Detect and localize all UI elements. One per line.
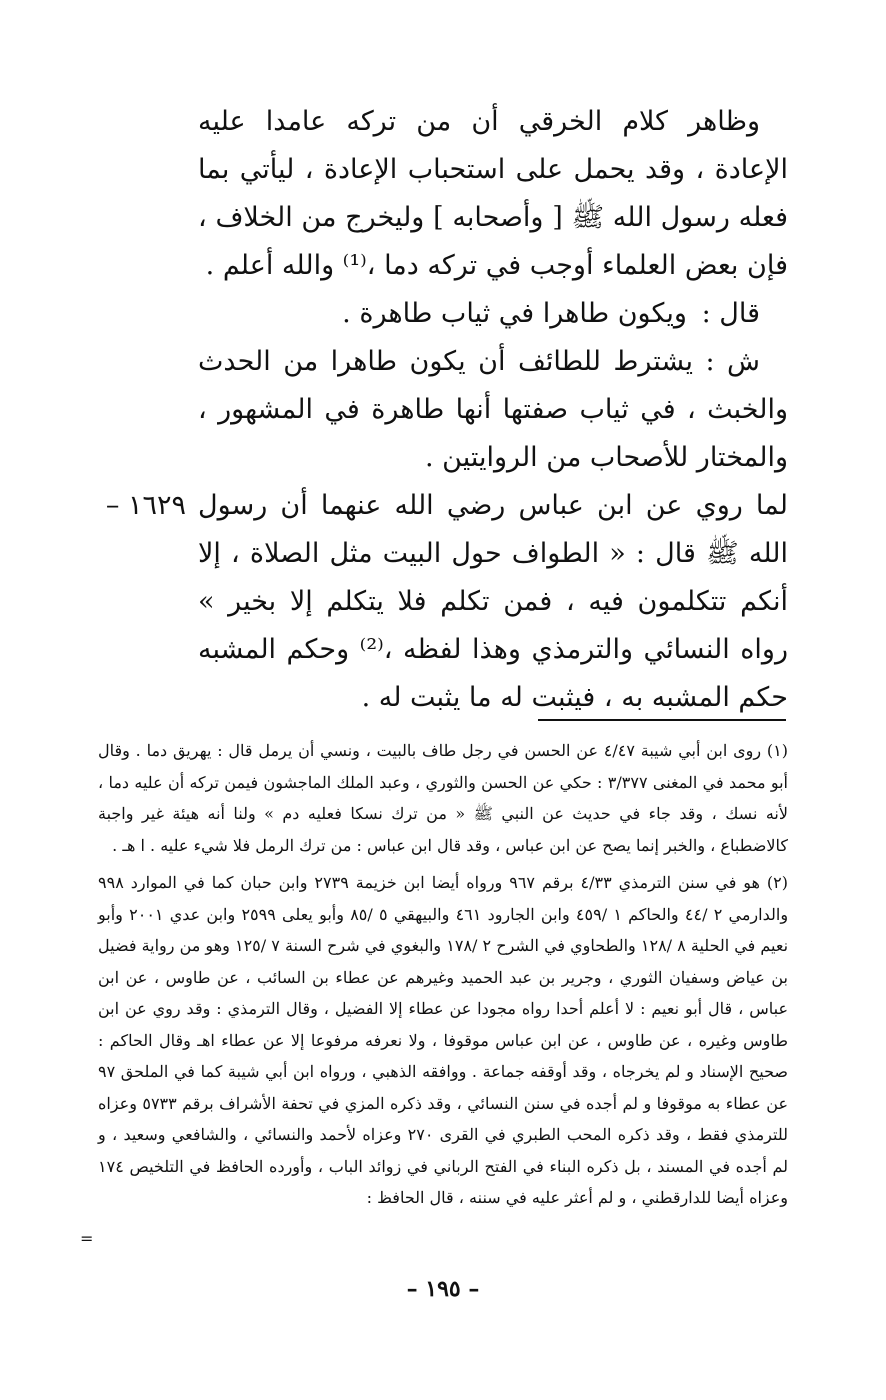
sharh-paragraph: ش : يشترط للطائف أن يكون طاهرا من الحدث والخبث ، في ثياب صفتها أنها طاهرة في المشهور ، والمختار للأصحاب من الروايتين . [198,346,788,473]
page-number: – ١٩٥ – [406,1276,480,1302]
paragraph-kharqi: وظاهر كلام الخرقي أن من تركه عامدا عليه الإعادة ، وقد يحمل على استحباب الإعادة ، ليأتي بما فعله رسول الله ﷺ [ وأصحابه ] وليخرج من الخلاف ، فإن بعض العلماء أوجب في تركه دما ،⁽¹⁾ والله أعلم . [198,106,788,281]
hadith-number: ١٦٢٩ – [105,490,186,521]
qala-label: قال : [701,298,760,329]
qala-paragraph [198,290,788,338]
hadith-text: لما روي عن ابن عباس رضي الله عنهما أن رسول الله ﷺ قال : « الطواف حول البيت مثل الصلاة ، إلا أنكم تتكلمون فيه ، فمن تكلم فلا يتكلم إلا بخير » رواه النسائي والترمذي وهذا لفظه ،⁽²⁾ وحكم المشبه حكم المشبه به ، فيثبت له ما يثبت له . [198,490,789,713]
qala-text: ويكون طاهرا في ثياب طاهرة . [342,298,687,329]
footnote-2: (٢) هو في سنن الترمذي ٤/٣٣ برقم ٩٦٧ ورواه أيضا ابن خزيمة ٢٧٣٩ وابن حبان كما في الموارد ٩٩٨ والدارمي ٢ /٤٤ والحاكم ١ /٤٥٩ وابن الجارود ٤٦١ والبيهقي ٥ /٨٥ وأبو يعلى ٢٥٩٩ وابن عدي ٢٠٠١ وأبو نعيم في الحلية ٨ /١٢٨ والطحاوي في الشرح ٢ /١٧٨ والبغوي في شرح السنة ٧ /١٢٥ وهو من رواية فضيل بن عياض وسفيان الثوري ، وجرير بن عبد الحميد وغيرهم عن عطاء بن السائب ، عن طاوس ، عن ابن عباس ، قال أبو نعيم : لا أعلم أحدا رواه مجودا عن عطاء إلا الفضيل ، وقال الترمذي : وقد روي عن ابن طاوس وغيره ، عن طاوس ، عن ابن عباس موقوفا ، ولا نعرفه مرفوعا إلا عن عطاء اهـ وقال الحاكم : صحيح الإسناد و لم يخرجاه ، وقد أوقفه جماعة . ووافقه الذهبي ، ورواه ابن أبي شيبة كما في الملحق ٩٧ عن عطاء به موقوفا و لم أجده في سنن النسائي ، وقد ذكره المزي في تحفة الأشراف برقم ٥٧٣٣ وعزاه للترمذي فقط ، وقد ذكره المحب الطبري في القرى ٢٧٠ وعزاه لأحمد والنسائي ، والشافعي وسعيد ، و لم أجده في المسند ، بل ذكره البناء في الفتح الرباني في زوائد الباب ، وأورده الحافظ في التلخيص ١٧٤ وعزاه أيضا للدارقطني ، و لم أعثر عليه في سننه ، قال الحافظ : [98,873,789,1207]
footnote-separator [538,719,786,721]
footnotes [98,735,788,1220]
main-text [198,98,788,482]
footnote-1: (١) روى ابن أبي شيبة ٤/٤٧ عن الحسن في رجل طاف بالبيت ، ونسي أن يرمل قال : يهريق دما . وقال أبو محمد في المغنى ٣/٣٧٧ : حكي عن الحسن والثوري ، وعبد الملك الماجشون فيمن تركه أن عليه دما ، لأنه نسك ، وقد جاء في حديث عن النبي ﷺ « من ترك نسكا فعليه دم » ولنا أنه هيئة غير واجبة كالاضطباع ، والخبر إنما يصح عن ابن عباس ، وقد قال ابن عباس : من ترك الرمل فلا شيء عليه . ا هـ . [98,741,789,855]
continuation-mark: = [80,1229,94,1248]
